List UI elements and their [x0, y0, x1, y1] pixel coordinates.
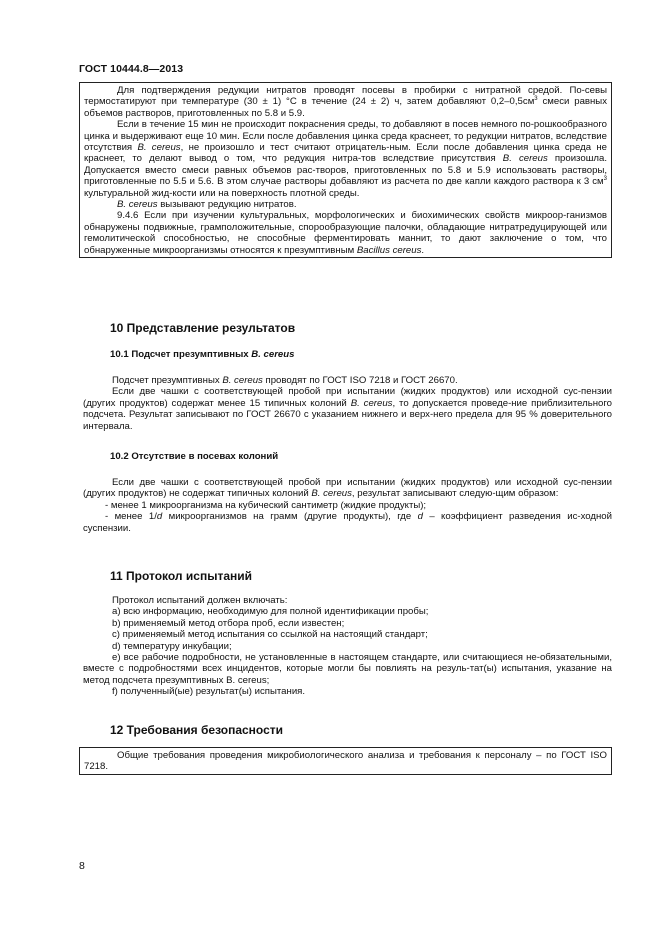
section-10-1-heading: 10.1 Подсчет презумптивных B. cereus	[110, 349, 295, 360]
section-10-heading: 10 Представление результатов	[110, 321, 296, 335]
paragraph-9-4-6: 9.4.6 Если при изучении культуральных, морфологических и биохимических свойств микроор-ганизмов обнаружены подвижные, грамположительные, спорообразующие палочки, обладающие нитратредуцирующей или гемолитической способностью, не способные ферментировать маннит, то дают заключение о том, что обнаруженные микроорганизмы относятся к презумптивным Bacillus cereus.	[84, 210, 607, 256]
list-item: a) всю информацию, необходимую для полной идентификации пробы;	[112, 606, 429, 618]
paragraph-zinc-test: Если в течение 15 мин не происходит покраснения среды, то добавляют в посев немного по-рошкообразного цинка и выдерживают еще 10 мин. Если после добавления цинка среда краснеет, то редукции нитратов, вследствие отсутствия B. cereus, не произошло и тест считают отрицатель-ным. Если после добавления цинка среда не краснеет, то делают вывод о том, что редукция нитра-тов вследствие присутствия B. cereus произошла. Допускается вместо смеси равных объемов рас-творов, приготовленных по 5.8 и 5.9 использовать растворы, приготовленные по 5.5 и 5.6. В этом случае растворы добавляют из расчета по две капли каждого раствора к 3 $см^3$ культуральной жид-кости или на поверхность плотной среды.	[84, 119, 607, 199]
list-item: - менее 1/d микроорганизмов на грамм (другие продукты), где d – коэффициент разведения ис-ходной суспензии.	[83, 511, 612, 534]
section-10-2-heading: 10.2 Отсутствие в посевах колоний	[110, 451, 279, 462]
paragraph-10-1-a: Подсчет презумптивных B. cereus проводят по ГОСТ ISO 7218 и ГОСТ 26670.	[112, 375, 458, 386]
page-number: 8	[79, 860, 85, 872]
section-11-heading: 11 Протокол испытаний	[110, 569, 252, 583]
section-12-heading: 12 Требования безопасности	[110, 723, 284, 737]
list-item: d) температуру инкубации;	[112, 640, 232, 652]
list-item: b) применяемый метод отбора проб, если известен;	[112, 617, 345, 629]
framed-safety-block	[79, 747, 612, 775]
paragraph-reduction-note: B. cereus вызывают редукцию нитратов.	[117, 199, 297, 211]
framed-text-block	[79, 82, 612, 258]
paragraph-11-intro: Протокол испытаний должен включать:	[112, 595, 288, 606]
section-11-body	[83, 595, 612, 698]
list-item: - менее 1 микроорганизма на кубический сантиметр (жидкие продукты);	[105, 499, 427, 511]
paragraph-10-1-b: Если две чашки с соответствующей пробой при испытании (жидких продуктов) или исходной сус-пензии (других продуктов) содержат менее 15 типичных колоний B. cereus, то допускается проведе-ние приблизительного подсчета. Результат записывают по ГОСТ 26670 с указанием нижнего и верх-него предела для 95 % доверительного интервала.	[83, 386, 612, 432]
section-10-2-body	[83, 477, 612, 534]
paragraph-nitrate-test: Для подтверждения редукции нитратов проводят посевы в пробирки с нитратной средой. По-севы термостатируют при температуре (30 ± 1) °С в течение (24 ± 2) ч, затем добавляют $0,2-0,5см^3$ смеси равных объемов растворов, приготовленных по 5.8 и 5.9.	[84, 85, 607, 119]
section-10-1-body	[83, 375, 612, 432]
paragraph-safety: Общие требования проведения микробиологического анализа и требования к персоналу – по ГОСТ ISO 7218.	[84, 750, 607, 773]
document-header: ГОСТ 10444.8—2013	[79, 63, 184, 75]
list-item: f) полученный(ые) результат(ы) испытания.	[112, 686, 306, 698]
list-item: e) все рабочие подробности, не установленные в настоящем стандарте, или считающиеся не-обязательными, вместе с подробностями всех инцидентов, которые могли бы повлиять на резуль-тат(ы) испытания, указание на метод подсчета презумптивных B. cereus;	[83, 652, 612, 686]
list-item: c) применяемый метод испытания со ссылкой на настоящий стандарт;	[112, 629, 428, 641]
paragraph-10-2-a: Если две чашки с соответствующей пробой при испытании (жидких продуктов) или исходной сус-пензии (других продуктов) не содержат типичных колоний B. cereus, результат записывают следую-щим образом:	[83, 477, 612, 500]
